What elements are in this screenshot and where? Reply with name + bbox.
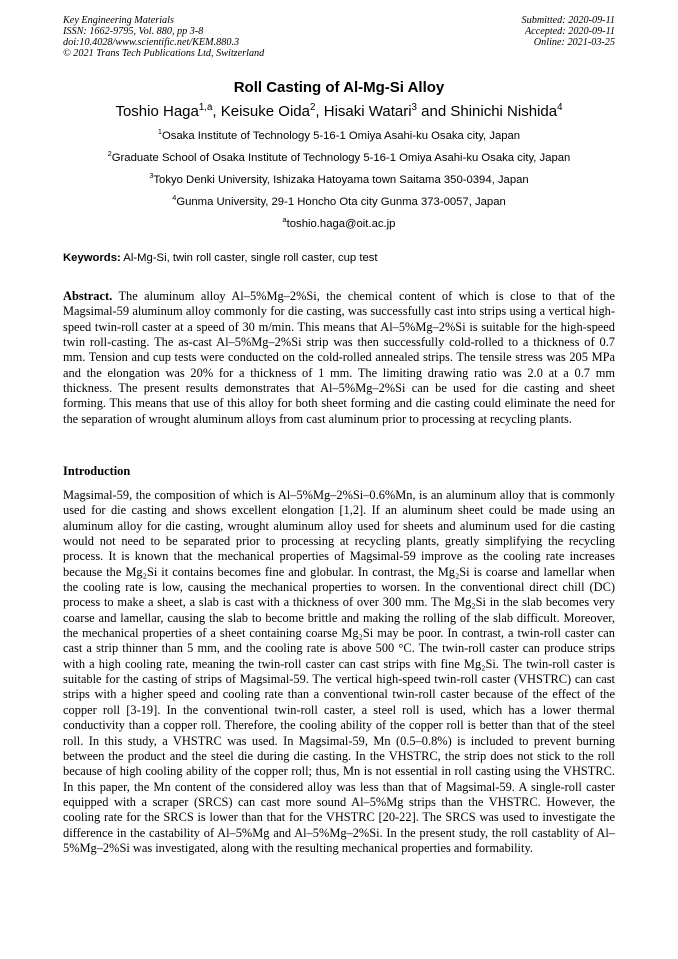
journal-name: Key Engineering Materials [63, 15, 174, 26]
introduction-text: Magsimal-59, the composition of which is Al–5%Mg–2%Si–0.6%Mn, is an aluminum alloy that is commonly used for die casting and shows excellent elongation [1,2]. If an aluminum sheet could be made using an aluminum alloy for die casting, wrought aluminum alloy used for sheets and aluminum used for die casting would not need to be separated prior to processing at recycling plants, greatly simplifying the recycling process. It is known that the mechanical properties of Magsimal-59 improve as the cooling rate increases because the Mg₂Si it contains becomes fine and globular. In contrast, the Mg₂Si is coarse and lamellar when the cooling rate is low, causing the mechanical properties to worsen. In the conventional direct chill (DC) process to make a sheet, a slab is cast with a thickness of over 300 mm. The Mg₂Si in the slab becomes very coarse and lamellar, causing the slab to become brittle and making the rolling of the slab difficult. Moreover, the mechanical properties of a sheet containing coarse Mg₂Si may be poor. In contrast, a twin-roll caster can cast a strip thinner than 5 mm, and the cooling rate is above 500 °C. The twin-roll caster can produce strips with a high cooling rate, meaning the twin-roll caster can cast strips with fine Mg₂Si. The twin-roll caster is suitable for the casting of strips of Magsimal-59. The vertical high-speed twin-roll caster (VHSTRC) can cast strips with a higher speed and cooling rate than a conventional twin-roll caster because of the effect of the copper roll [3-19]. In the conventional twin-roll caster, a steel roll is used, which has a lower thermal conductivity than a copper roll. Therefore, the cooling ability of the copper roll is better than that of the steel roll. In this study, a VHSTRC was used. In Magsimal-59, Mn (0.5–0.8%) is included to prevent burning between the product and the steel die during die casting. In the VHSTRC, the strip does not stick to the roll because of high cooling ability of the copper roll; thus, Mn is not essential in roll casting using the VHSTRC. In this paper, the Mn content of the considered alloy was less than that of Magsimal-59. A single-roll caster equipped with a scraper (SRCS) can cast more sound Al–5%Mg strips than the VHSTRC. However, the cooling rate for the SRCS is lower than that for the VHSTRC [20-22]. The SRCS was used to investigate the difference in the castability of Al–5%Mg and Al–5%Mg–2%Si. In the present study, the roll castablity of Al–5%Mg–2%Si was investigated, along with the resulting mechanical properties and formability. [63, 488, 615, 855]
author-sup: 3 [411, 102, 417, 113]
paper-title: Roll Casting of Al-Mg-Si Alloy [233, 79, 445, 96]
introduction-heading: Introduction [63, 464, 131, 478]
author-name: Shinichi Nishida [450, 103, 558, 120]
author-list [0, 103, 678, 120]
author-name: Hisaki Watari [323, 103, 412, 120]
keywords [63, 252, 378, 264]
affiliation-3: $^3$Tokyo Denki University, Ishizaka Hatoyama town Saitama 350-0394, Japan [149, 171, 529, 186]
author-sep: and [416, 103, 451, 120]
keywords-label: Keywords: [63, 252, 121, 264]
author-sep: , [212, 103, 221, 120]
author-sup: 2 [309, 102, 316, 113]
dates-info [522, 15, 615, 48]
journal-info [63, 15, 264, 59]
online-date: Online: 2021-03-25 [533, 37, 615, 48]
affiliation-2: $^2$Graduate School of Osaka Institute of Technology 5-16-1 Omiya Asahi-ku Osaka city, Japan [107, 149, 571, 164]
author-name: Toshio Haga [115, 103, 199, 120]
author-sup: 4 [557, 102, 563, 113]
submitted-date: Submitted: 2020-09-11 [521, 15, 615, 26]
journal-doi: doi:10.4028/www.scientific.net/KEM.880.3 [63, 37, 240, 48]
author-sup: 1,a [198, 102, 213, 113]
journal-copyright: © 2021 Trans Tech Publications Ltd, Switzerland [63, 48, 265, 59]
affiliation-4: $^4$Gunma University, 29-1 Honcho Ota city Gunma 373-0057, Japan [172, 193, 506, 208]
abstract-label: Abstract. [63, 289, 113, 303]
abstract-text: The aluminum alloy Al–5%Mg–2%Si, the chemical content of which is close to that of the Magsimal-59 aluminum alloy commonly for die casting, was successfully cast into strips using a vertical high-speed twin-roll caster at a speed of 30 m/min. This means that Al–5%Mg–2%Si is suitable for the high-speed twin roll-casting. The as-cast Al–5%Mg–2%Si strip was then successfully cold-rolled to a thickness of 0.7 mm. Tension and cup tests were conducted on the cold-rolled annealed strips. The tensile stress was 205 MPa and the elongation was 20% for a thickness of 1 mm. The limiting drawing ratio was 2.0 at a 0.7 mm thickness. The present results demonstrates that Al–5%Mg–2%Si can be used for die casting and sheet forming. This means that use of this alloy for both sheet forming and die casting could eliminate the need for the separation of wrought aluminum alloys from cast aluminum prior to processing at recycling plants. [63, 289, 615, 426]
journal-issn: ISSN: 1662-9795, Vol. 880, pp 3-8 [63, 26, 204, 37]
author-sep: , [315, 103, 324, 120]
author-name: Keisuke Oida [220, 103, 310, 120]
author-email: $^a$toshio.haga@oit.ac.jp [282, 215, 396, 230]
keywords-text: Al-Mg-Si, twin roll caster, single roll caster, cup test [123, 252, 378, 264]
accepted-date: Accepted: 2020-09-11 [524, 26, 615, 37]
affiliation-1: $^1$Osaka Institute of Technology 5-16-1 Omiya Asahi-ku Osaka city, Japan [157, 127, 521, 142]
abstract [63, 289, 615, 427]
